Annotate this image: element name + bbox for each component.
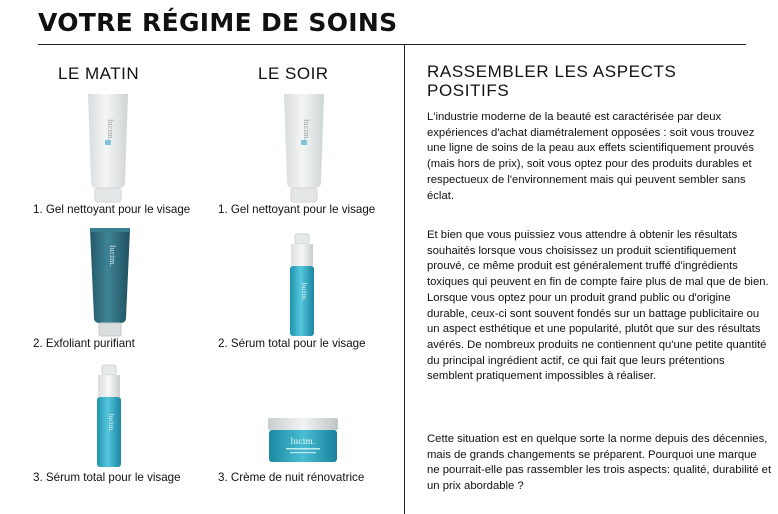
cleanser-tube-icon: [281, 92, 327, 204]
brand-mark: lucim.: [107, 413, 114, 433]
night-cream-jar-icon: [266, 414, 340, 464]
cleanser-tube-icon: [85, 92, 131, 204]
serum-bottle-icon: [94, 363, 124, 469]
brand-mark: lucim.: [108, 245, 116, 267]
evening-heading: LE SOIR: [258, 64, 329, 83]
morning-item-1: 1. Gel nettoyant pour le visage: [33, 203, 191, 216]
morning-item-3: 3. Sérum total pour le visage: [33, 471, 181, 484]
article-paragraph-1: L'industrie moderne de la beauté est caractérisée par deux expériences d'achat diamétralement opposées : soit vous trouvez une ligne de soins de la peau aux effets scientifiquement prouvés (mais hors de prix), soit vous optez pour des produits durables et respectueux de l'environnement mais qui peuvent sembler sans éclat.: [427, 111, 755, 202]
evening-item-1: 1. Gel nettoyant pour le visage: [218, 203, 376, 216]
exfoliant-tube-icon: [88, 226, 132, 338]
evening-item-2: 2. Sérum total pour le visage: [218, 337, 366, 350]
article-paragraph-3: Cette situation est en quelque sorte la norme depuis des décennies, mais de grands changements se préparent. Pourquoi une marque ne pourrait-elle pas rassembler les trois aspects: qualité, durabilité et un prix abordable ?: [427, 433, 772, 493]
article-heading: RASSEMBLER LES ASPECTS POSITIFS: [427, 62, 677, 100]
serum-bottle-icon: [287, 232, 317, 338]
brand-mark: lucim.: [106, 119, 114, 141]
morning-heading: LE MATIN: [58, 64, 140, 83]
evening-item-3: 3. Crème de nuit rénovatrice: [218, 471, 365, 484]
brand-mark: lucim.: [300, 282, 307, 302]
morning-item-2: 2. Exfoliant purifiant: [33, 337, 135, 350]
page-title: VOTRE RÉGIME DE SOINS: [38, 8, 398, 37]
top-divider: [38, 44, 746, 45]
brand-mark: lucim.: [290, 437, 316, 446]
column-divider: [404, 44, 405, 514]
brand-mark: lucim.: [302, 119, 310, 141]
article-paragraph-2: Et bien que vous puissiez vous attendre à obtenir les résultats souhaités lorsque vous choisissez un produit scientifiquement prouvé, ce même produit est généralement truffé d'ingrédients toxiques qui peuvent en fin de compte faire plus de mal que de bien. Lorsque vous optez pour un produit grand public ou d'origine durable, ceux-ci sont souvent fondés sur un battage publicitaire ou un aspect esthétique et une popularité, plutôt que sur des résultats avérés. De nombreux produits ne contiennent qu'une petite quantité du principal ingrédient actif, ce qui fait que leurs prétentions semblent pratiquement impossibles à réaliser.: [427, 229, 769, 383]
